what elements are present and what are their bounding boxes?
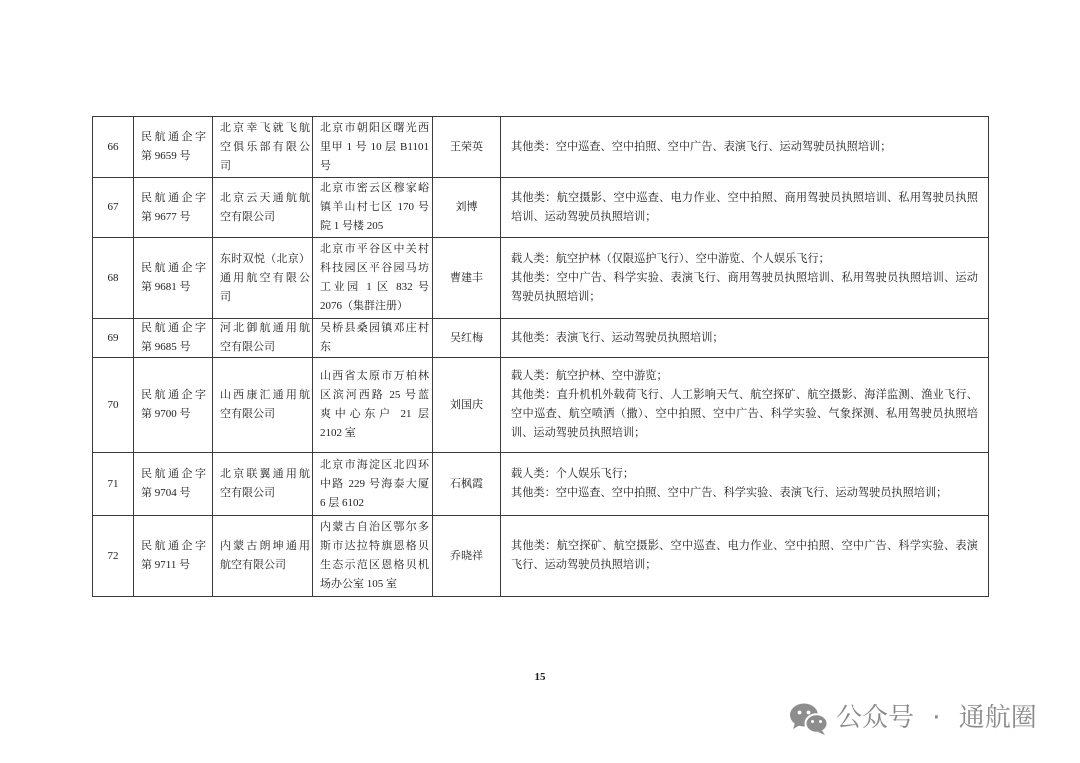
scope-paragraph [511,250,978,269]
legal-representative: 刘博 [433,178,501,238]
license-line: 民航通企字 [141,322,206,334]
license-line: 第 9685 号 [141,341,191,353]
legal-representative: 王荣英 [433,117,501,178]
scope-paragraph [511,465,978,484]
license-number [134,358,213,453]
registered-address [313,319,433,358]
scope-line: 其他类：空中广告、科学实验、表演飞行、商用驾驶员执照培训、私用驾驶员执照培训、运动 [511,271,978,284]
business-scope [501,238,989,319]
license-line: 第 9677 号 [141,210,191,223]
company-line: 北京云天通航航 [220,191,310,204]
scope-paragraph [511,329,978,348]
registered-address [313,238,433,319]
table-row [93,516,989,597]
address-line: 北京市平谷区中关村 [320,243,429,255]
address-line: 生态示范区恩格贝机 [320,559,429,571]
company-line: 通用航空有限公 [220,271,310,284]
address-line: 东 [320,341,331,353]
company-name [213,319,313,358]
scope-line: 其他类：空中巡查、空中拍照、空中广告、科学实验、表演飞行、运动驾驶员执照培训； [511,487,948,499]
address-line: 爽中心东户 21 层 [320,408,429,420]
legal-representative: 刘国庆 [433,358,501,453]
address-line: 场办公室 105 室 [320,578,397,590]
license-number [134,178,213,238]
business-scope [501,516,989,597]
business-scope [501,319,989,358]
row-number: 72 [93,516,134,597]
company-line: 北京联翼通用航 [220,468,310,480]
table-row [93,178,989,238]
scope-paragraph [511,189,978,227]
legal-representative: 曹建丰 [433,238,501,319]
address-line: 中路 229 号海泰大厦 [320,477,429,490]
scope-line: 其他类：航空摄影、空中巡查、电力作业、空中拍照、商用驾驶员执照培训、私用驾驶员执照 [511,191,978,204]
company-line: 河北御航通用航 [220,322,310,334]
scope-line: 载人类：航空护林（仅限巡护飞行）、空中游览、个人娱乐飞行； [511,252,830,265]
company-name [213,358,313,453]
scope-paragraph [511,386,978,443]
scope-line: 空中巡查、航空喷洒（撒）、空中拍照、空中广告、科学实验、气象探测、私用驾驶员执照培 [511,408,978,420]
legal-representative: 石枫霞 [433,453,501,516]
scope-line: 飞行、运动驾驶员执照培训； [511,559,657,571]
address-line: 号 [320,159,331,172]
address-line: 内蒙古自治区鄂尔多 [320,521,429,533]
address-line: 北京市海淀区北四环 [320,458,429,471]
registered-address [313,178,433,238]
license-number [134,319,213,358]
address-line: 吴桥县桑园镇邓庄村 [320,322,429,334]
scope-line: 载人类：个人娱乐飞行； [511,468,635,480]
row-number: 66 [93,117,134,178]
table-row [93,358,989,453]
row-number: 68 [93,238,134,319]
license-line: 民航通企字 [141,262,206,274]
company-name [213,453,313,516]
license-line: 民航通企字 [141,389,206,401]
company-line: 空有限公司 [220,341,275,353]
company-line: 山西康汇通用航 [220,389,310,401]
company-line: 司 [220,290,231,303]
company-line: 北京幸飞就飞航 [220,121,310,134]
address-line: 2076（集群注册） [320,300,408,312]
registered-address [313,117,433,178]
scope-line: 其他类：空中巡查、空中拍照、空中广告、表演飞行、运动驾驶员执照培训； [511,140,892,153]
address-line: 科技园区平谷园马坊 [320,262,429,274]
scope-paragraph [511,537,978,575]
license-number [134,238,213,319]
registered-address [313,516,433,597]
address-line: 山西省太原市万柏林 [320,370,429,382]
table-row [93,453,989,516]
business-scope [501,453,989,516]
scope-paragraph [511,138,978,157]
table-row [93,319,989,358]
row-number: 69 [93,319,134,358]
address-line: 北京市朝阳区曙光西 [320,121,429,134]
address-line: 工业园 1 区 832 号 [320,281,429,293]
registered-address [313,453,433,516]
registered-address [313,358,433,453]
license-line: 第 9700 号 [141,408,191,420]
business-scope [501,178,989,238]
company-line: 航空有限公司 [220,559,286,571]
scope-paragraph [511,269,978,307]
table-row [93,238,989,319]
license-line: 民航通企字 [141,540,206,552]
scope-line: 训、运动驾驶员执照培训； [511,427,646,439]
legal-representative: 吴红梅 [433,319,501,358]
row-number: 67 [93,178,134,238]
address-line: 2102 室 [320,427,356,439]
license-line: 民航通企字 [141,191,206,204]
scope-line: 其他类：表演飞行、运动驾驶员执照培训； [511,331,724,344]
license-line: 第 9711 号 [141,559,191,571]
watermark-text: 公众号 · 通航圈 [836,703,1037,733]
address-line: 斯市达拉特旗恩格贝 [320,540,429,552]
aviation-license-table [92,116,989,597]
company-line: 空有限公司 [220,210,275,223]
page-number: 15 [534,671,546,683]
company-name [213,117,313,178]
wechat-icon [789,702,829,736]
scope-paragraph [511,484,978,503]
license-line: 民航通企字 [141,468,206,480]
company-line: 空俱乐部有限公 [220,140,310,153]
scope-line: 培训、运动驾驶员执照培训； [511,210,657,223]
scope-paragraph [511,367,978,386]
scope-line: 其他类：航空探矿、航空摄影、空中巡查、电力作业、空中拍照、空中广告、科学实验、表演 [511,540,978,552]
scope-line: 其他类：直升机机外载荷飞行、人工影响天气、航空探矿、航空摄影、海洋监测、渔业飞行、 [511,389,978,401]
address-line: 里甲 1 号 10 层 B1101 [320,140,429,153]
company-line: 空有限公司 [220,487,275,499]
table-row [93,117,989,178]
row-number: 71 [93,453,134,516]
row-number: 70 [93,358,134,453]
company-line: 东时双悦（北京） [220,252,310,265]
scope-line: 驾驶员执照培训； [511,290,601,303]
business-scope [501,117,989,178]
license-number [134,117,213,178]
address-line: 院 1 号楼 205 [320,220,384,232]
table-body [93,117,989,597]
address-line: 北京市密云区穆家峪 [320,182,429,194]
address-line: 区滨河西路 25 号蓝 [320,389,429,401]
business-scope [501,358,989,453]
license-number [134,453,213,516]
company-name [213,178,313,238]
company-name [213,516,313,597]
scope-line: 载人类：航空护林、空中游览； [511,370,668,382]
license-line: 第 9704 号 [141,487,191,499]
company-line: 司 [220,159,231,172]
legal-representative: 乔晓祥 [433,516,501,597]
address-line: 镇羊山村七区 170 号 [320,201,429,213]
license-line: 民航通企字 [141,131,206,143]
license-line: 第 9659 号 [141,150,191,162]
address-line: 6 层 6102 [320,496,364,509]
company-line: 空有限公司 [220,408,275,420]
company-line: 内蒙古朗坤通用 [220,540,310,552]
license-number [134,516,213,597]
license-line: 第 9681 号 [141,281,191,293]
company-name [213,238,313,319]
